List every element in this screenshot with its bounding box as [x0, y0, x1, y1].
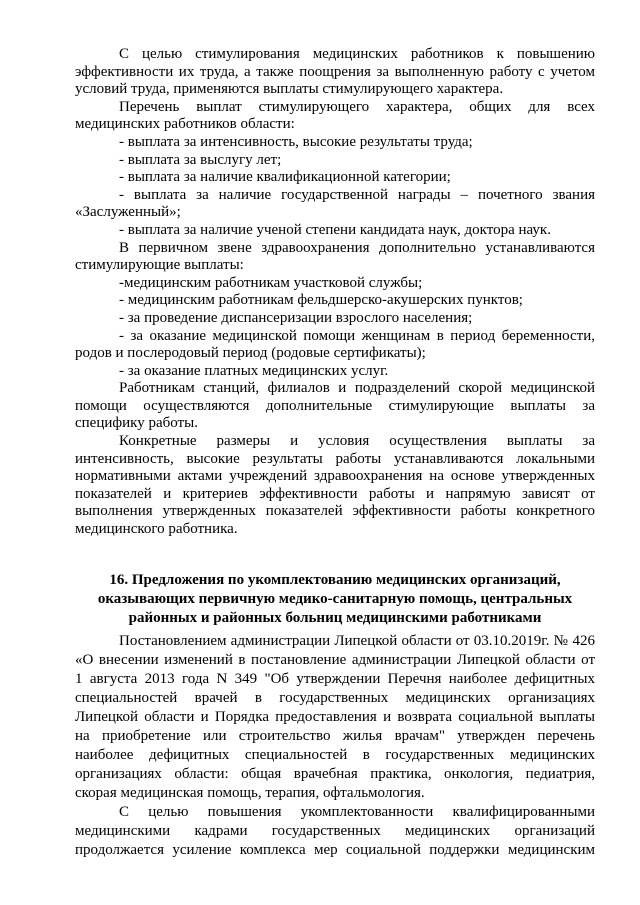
text-line: медицинскими кадрами государственных медицинских организаций	[75, 823, 595, 839]
list-item	[75, 328, 595, 363]
paragraph	[75, 803, 595, 860]
heading-line: 16. Предложения по укомплектованию медицинских организаций,	[109, 572, 561, 588]
list-item	[75, 134, 595, 152]
text-line: «О внесении изменений в постановление администрации Липецкой области от	[75, 652, 595, 668]
text-line: условий труда, применяются выплаты стимулирующего характера.	[75, 81, 504, 98]
text-line: выполнения утвержденных показателей эффективности работы конкретного	[75, 503, 595, 520]
paragraph	[75, 240, 595, 275]
heading-line: оказывающих первичную медико-санитарную помощь, центральных	[97, 591, 573, 607]
text-line: - выплата за наличие квалификационной категории;	[119, 169, 451, 186]
heading-line: районных и районных больниц медицинскими работниками	[128, 610, 542, 626]
text-line: наиболее дефицитных специальностей в государственных медицинских	[75, 747, 595, 763]
text-line: специальностей врачей в государственных медицинских организациях	[75, 690, 595, 706]
text-line: - за проведение диспансеризации взрослого населения;	[119, 309, 473, 326]
text-line: организациях области: общая врачебная практика, онкология, педиатрия,	[75, 766, 595, 782]
text-line: «Заслуженный»;	[75, 204, 181, 221]
text-line: -медицинским работникам участковой службы;	[119, 274, 423, 291]
text-line: Липецкой области и Порядка предоставления и возврата социальной выплаты	[75, 709, 595, 725]
text-line: Конкретные размеры и условия осуществления выплаты за	[119, 433, 595, 450]
text-line: помощи осуществляются дополнительные стимулирующие выплаты за	[75, 397, 595, 414]
text-line: 1 августа 2013 года N 349 "Об утверждении Перечня наиболее дефицитных	[75, 671, 595, 687]
paragraph	[75, 632, 595, 803]
text-line: С целью повышения укомплектованности квалифицированными	[119, 804, 595, 820]
paragraph	[75, 99, 595, 134]
text-line: интенсивность, высокие результаты работы устанавливаются локальными	[75, 450, 595, 467]
list-item	[75, 310, 595, 328]
text-line: - за оказание медицинской помощи женщинам в период беременности,	[119, 327, 595, 344]
text-line: - выплата за наличие ученой степени кандидата наук, доктора наук.	[119, 221, 551, 238]
text-line: - за оказание платных медицинских услуг.	[119, 362, 389, 379]
text-line: В первичном звене здравоохранения дополнительно устанавливаются	[119, 239, 595, 256]
list-item	[75, 275, 595, 293]
text-line: Работникам станций, филиалов и подразделений скорой медицинской	[119, 380, 595, 397]
text-line: - медицинским работникам фельдшерско-акушерских пунктов;	[119, 292, 523, 309]
text-line: показателей и критериев эффективности работы и напрямую зависят от	[75, 485, 595, 502]
text-line: - выплата за наличие государственной награды – почетного звания	[119, 186, 595, 203]
text-line: эффективности их труда, а также поощрения за выполненную работу с учетом	[75, 63, 595, 80]
text-line: медицинских работников области:	[75, 116, 295, 133]
paragraph	[75, 46, 595, 99]
text-line: на приобретение или строительство жилья врачам" утвержден перечень	[75, 728, 595, 744]
list-item	[75, 152, 595, 170]
list-item	[75, 222, 595, 240]
text-line: специфику работы.	[75, 415, 198, 432]
intro-body-text	[75, 46, 595, 539]
list-item	[75, 292, 595, 310]
text-line: Постановлением администрации Липецкой области от 03.10.2019г. № 426	[119, 633, 595, 649]
list-item	[75, 363, 595, 381]
text-line: скорая медицинская помощь, терапия, офтальмология.	[75, 785, 425, 801]
section-16-body-text	[75, 632, 595, 860]
list-item	[75, 169, 595, 187]
section-16-heading	[75, 571, 595, 628]
text-line: медицинского работника.	[75, 521, 238, 538]
paragraph	[75, 433, 595, 539]
text-line: родов и послеродовый период (родовые сертификаты);	[75, 345, 426, 362]
list-item	[75, 187, 595, 222]
text-line: - выплата за выслугу лет;	[119, 151, 282, 168]
text-line: стимулирующие выплаты:	[75, 257, 244, 274]
text-line: Перечень выплат стимулирующего характера, общих для всех	[119, 98, 595, 115]
text-line: - выплата за интенсивность, высокие результаты труда;	[119, 133, 473, 150]
text-line: продолжается усиление комплекса мер социальной поддержки медицинским	[75, 842, 595, 858]
text-line: С целью стимулирования медицинских работников к повышению	[119, 46, 595, 62]
text-line: нормативными актами учреждений здравоохранения на основе утвержденных	[75, 468, 595, 485]
paragraph	[75, 380, 595, 433]
